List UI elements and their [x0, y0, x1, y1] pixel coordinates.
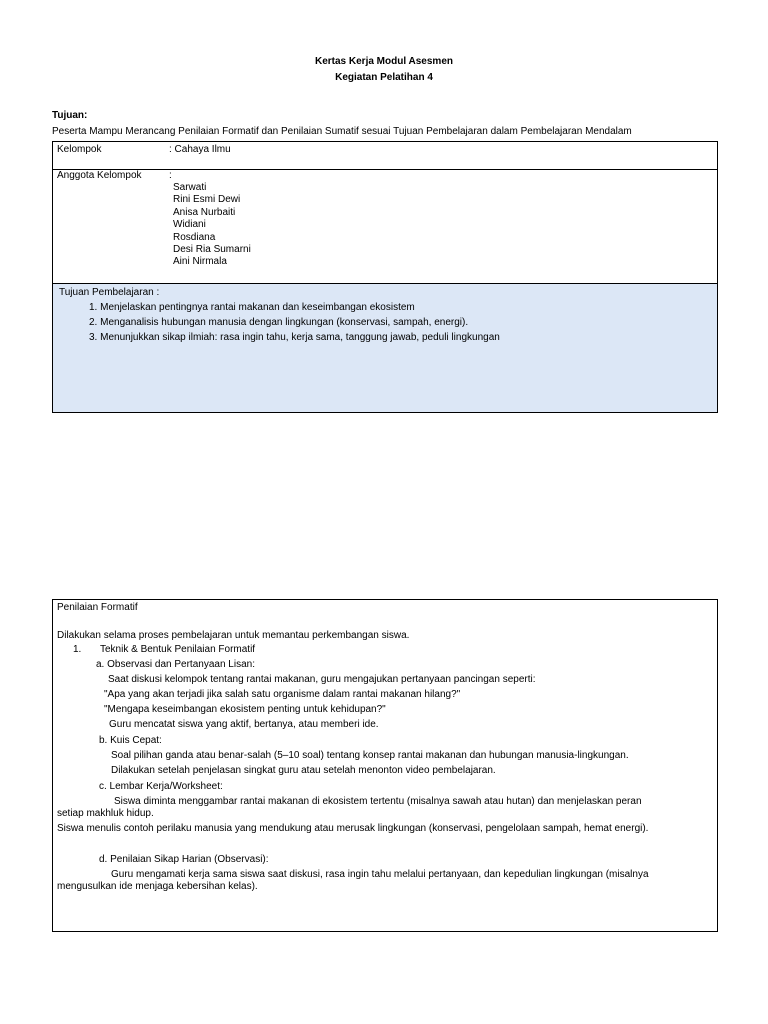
- subpoint-a-title: a. Observasi dan Pertanyaan Lisan:: [96, 659, 255, 670]
- subpoint-c-text: setiap makhluk hidup.: [57, 808, 154, 819]
- subpoint-a-text: Saat diskusi kelompok tentang rantai makanan, guru mengajukan pertanyaan pancingan seperti:: [108, 674, 536, 685]
- subpoint-c-text: Siswa diminta menggambar rantai makanan di ekosistem tertentu (misalnya sawah atau hutan) dan menjelaskan peran: [114, 796, 642, 807]
- formative-heading: Penilaian Formatif: [57, 602, 138, 613]
- formative-box: [52, 599, 718, 932]
- subpoint-a-question: "Apa yang akan terjadi jika salah satu organisme dalam rantai makanan hilang?": [104, 689, 461, 700]
- member-item: Aini Nirmala: [173, 256, 227, 268]
- member-item: Sarwati: [173, 182, 207, 193]
- subpoint-a-text: Guru mencatat siswa yang aktif, bertanya, atau memberi ide.: [109, 719, 379, 730]
- subpoint-b-text: Dilakukan setelah penjelasan singkat guru atau setelah menonton video pembelajaran.: [111, 765, 496, 776]
- learning-goal-item: 2. Menganalisis hubungan manusia dengan lingkungan (konservasi, sampah, energi).: [89, 317, 469, 328]
- member-item: Desi Ria Sumarni: [173, 244, 251, 256]
- member-item: Rosdiana: [173, 231, 216, 243]
- subpoint-d-text: Guru mengamati kerja sama siswa saat diskusi, rasa ingin tahu melalui pertanyaan, dan kepedulian lingkungan (misalnya: [111, 869, 649, 880]
- row-divider: [53, 169, 717, 170]
- tujuan-label: Tujuan:: [52, 110, 88, 121]
- member-item: Rini Esmi Dewi: [173, 194, 241, 206]
- subpoint-b-text: Soal pilihan ganda atau benar-salah (5–10 soal) tentang konsep rantai makanan dan hubungan manusia-lingkungan.: [111, 750, 629, 761]
- member-item: Widiani: [173, 219, 206, 231]
- learning-goals-label: Tujuan Pembelajaran :: [59, 287, 160, 298]
- anggota-colon: :: [169, 170, 172, 181]
- document-subtitle: Kegiatan Pelatihan 4: [335, 72, 433, 83]
- point-title: Teknik & Bentuk Penilaian Formatif: [100, 644, 256, 655]
- learning-goal-item: 3. Menunjukkan sikap ilmiah: rasa ingin tahu, kerja sama, tanggung jawab, peduli lingkungan: [89, 332, 500, 343]
- point-number: 1.: [73, 644, 82, 655]
- member-item: Anisa Nurbaiti: [173, 206, 236, 218]
- member-list: [173, 182, 251, 269]
- tujuan-text: Peserta Mampu Merancang Penilaian Formatif dan Penilaian Sumatif sesuai Tujuan Pembelajaran dalam Pembelajaran Mendalam: [52, 126, 632, 137]
- formative-intro: Dilakukan selama proses pembelajaran untuk memantau perkembangan siswa.: [57, 630, 410, 641]
- subpoint-c-title: c. Lembar Kerja/Worksheet:: [99, 781, 223, 792]
- anggota-label: Anggota Kelompok: [57, 170, 142, 181]
- group-table: [52, 141, 718, 413]
- subpoint-a-question: "Mengapa keseimbangan ekosistem penting untuk kehidupan?": [104, 704, 386, 715]
- learning-goals-section: [53, 284, 717, 412]
- subpoint-b-title: b. Kuis Cepat:: [99, 735, 162, 746]
- kelompok-value: : Cahaya Ilmu: [169, 144, 231, 155]
- subpoint-c-text: Siswa menulis contoh perilaku manusia yang mendukung atau merusak lingkungan (konservasi, pengelolaan sampah, hemat energi).: [57, 823, 649, 834]
- subpoint-d-title: d. Penilaian Sikap Harian (Observasi):: [99, 854, 269, 865]
- learning-goal-item: 1. Menjelaskan pentingnya rantai makanan dan keseimbangan ekosistem: [89, 302, 415, 313]
- subpoint-d-text: mengusulkan ide menjaga kebersihan kelas).: [57, 881, 258, 892]
- document-title: Kertas Kerja Modul Asesmen: [314, 56, 453, 67]
- kelompok-label: Kelompok: [57, 144, 102, 155]
